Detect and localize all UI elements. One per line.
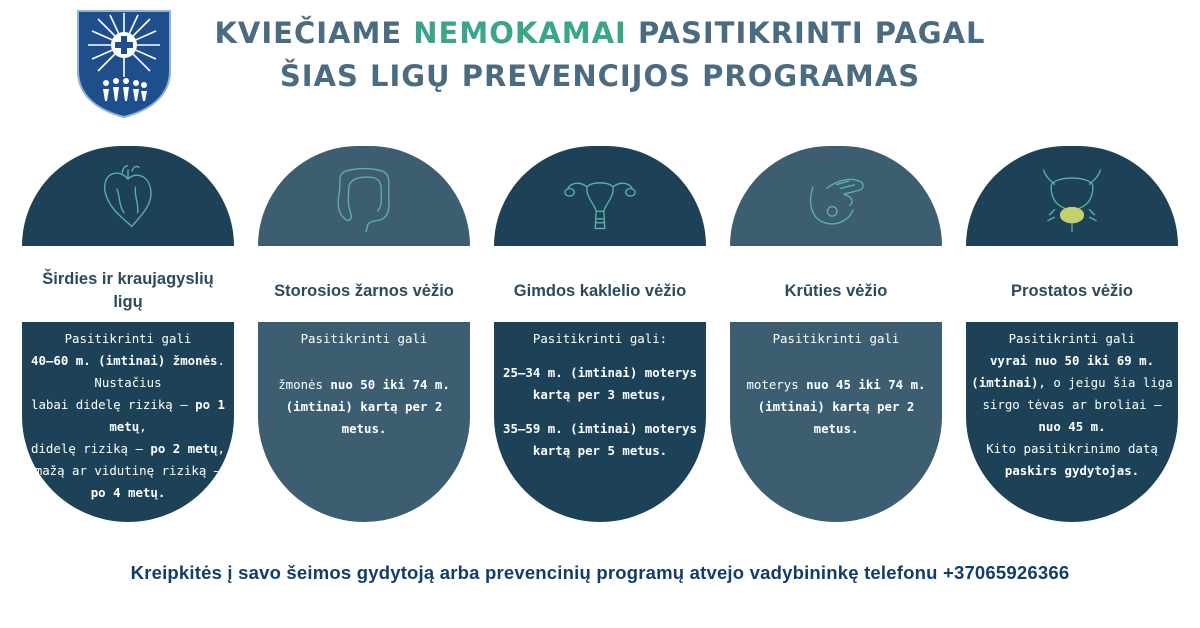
card-panel bbox=[258, 322, 470, 522]
card-title: Gimdos kaklelio vėžio bbox=[513, 281, 687, 300]
card-dome bbox=[966, 146, 1178, 246]
card-dome bbox=[22, 146, 234, 246]
program-card-heart bbox=[22, 146, 234, 522]
card-panel bbox=[730, 322, 942, 522]
headline-line-2: ŠIAS LIGŲ PREVENCIJOS PROGRAMAS bbox=[279, 59, 921, 93]
card-title: Prostatos vėžio bbox=[1011, 281, 1133, 300]
prostate-icon bbox=[1034, 160, 1110, 236]
panel-paragraph: Pasitikrinti gali: bbox=[532, 331, 668, 346]
headline-line-1: KVIEČIAME NEMOKAMAI PASITIKRINTI PAGAL bbox=[214, 16, 986, 50]
panel-line: Pasitikrinti gali bbox=[64, 331, 192, 346]
panel-line: po 4 metų. bbox=[90, 485, 166, 500]
panel-paragraph: Kito pasitikrinimo datą bbox=[986, 441, 1158, 456]
program-card-colon bbox=[258, 146, 470, 522]
card-title: Krūties vėžio bbox=[784, 281, 888, 300]
contact-footer: Kreipkitės į savo šeimos gydytoją arba prevencinių programų atvejo vadybininkę telefonu +37065926366 bbox=[130, 562, 1070, 583]
panel-paragraph: žmonės nuo 50 iki 74 m. (imtinai) kartą per 2 metus. bbox=[278, 377, 450, 436]
card-dome bbox=[730, 146, 942, 246]
panel-line: 40–60 m. (imtinai) žmonės. bbox=[31, 353, 225, 368]
card-panel bbox=[966, 322, 1178, 522]
card-dome bbox=[494, 146, 706, 246]
panel-line: Nustačius bbox=[94, 375, 162, 390]
clinic-logo bbox=[76, 9, 172, 119]
panel-paragraph: vyrai nuo 50 iki 69 m. (imtinai), o jeigu šia liga sirgo tėvas ar broliai – bbox=[971, 353, 1173, 412]
panel-line: didelę riziką – po 2 metų, bbox=[31, 441, 225, 456]
panel-paragraph: moterys nuo 45 iki 74 m. (imtinai) kartą per 2 metus. bbox=[746, 377, 926, 436]
program-card-prostate bbox=[966, 146, 1178, 522]
panel-paragraph: 25–34 m. (imtinai) moterys kartą per 3 metus, bbox=[503, 365, 697, 402]
panel-paragraph: Pasitikrinti gali bbox=[1008, 331, 1136, 346]
colon-icon bbox=[326, 160, 402, 236]
panel-paragraph: paskirs gydytojas. bbox=[1004, 463, 1140, 478]
program-card-breast bbox=[730, 146, 942, 522]
card-panel bbox=[22, 322, 234, 522]
card-dome bbox=[258, 146, 470, 246]
panel-line: labai didelę riziką – po 1 metų, bbox=[31, 397, 225, 434]
card-panel bbox=[494, 322, 706, 522]
program-card-cervix bbox=[494, 146, 706, 522]
panel-line: mažą ar vidutinę riziką – bbox=[34, 463, 222, 478]
panel-paragraph: nuo 45 m. bbox=[1038, 419, 1106, 434]
panel-paragraph: Pasitikrinti gali bbox=[772, 331, 900, 346]
card-title: Storosios žarnos vėžio bbox=[274, 281, 454, 300]
headline bbox=[180, 12, 1020, 98]
panel-paragraph: 35–59 m. (imtinai) moterys kartą per 5 metus. bbox=[503, 421, 697, 458]
card-title: Širdies ir kraujagyslių ligų bbox=[42, 270, 214, 311]
uterus-icon bbox=[562, 160, 638, 236]
heart-icon bbox=[90, 160, 166, 236]
panel-paragraph: Pasitikrinti gali bbox=[300, 331, 428, 346]
headline-accent: NEMOKAMAI bbox=[413, 16, 627, 50]
breast-icon bbox=[798, 160, 874, 236]
